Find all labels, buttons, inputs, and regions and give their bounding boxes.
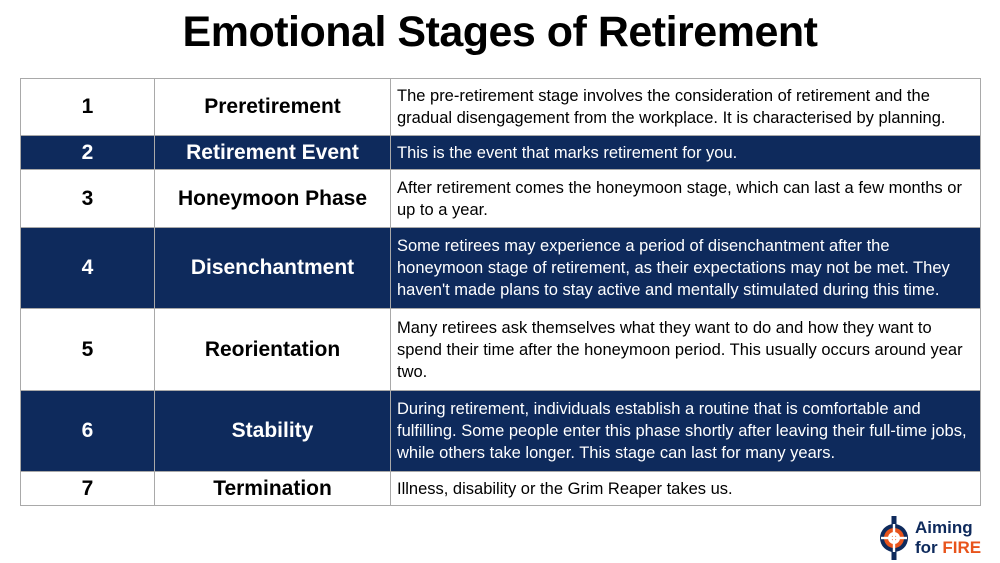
stage-description: During retirement, individuals establish a routine that is comfortable and fulfilling. Some people enter this phase shortly after leaving their full-time jobs, while others take longer. This stage can last for many years. (391, 391, 981, 472)
dollar-target-icon (877, 515, 911, 561)
table-row (21, 79, 981, 136)
stage-number: 3 (21, 170, 155, 228)
stage-name: Stability (155, 391, 391, 472)
table-row (21, 391, 981, 472)
logo-text-for: for (915, 538, 938, 557)
table-row (21, 472, 981, 506)
stage-name: Retirement Event (155, 136, 391, 170)
logo-text-line1: Aiming (915, 518, 973, 537)
stage-number: 1 (21, 79, 155, 136)
stage-description: Many retirees ask themselves what they want to do and how they want to spend their time after the honeymoon period. This usually occurs around year two. (391, 309, 981, 391)
stage-description: After retirement comes the honeymoon stage, which can last a few months or up to a year. (391, 170, 981, 228)
stage-name: Disenchantment (155, 228, 391, 309)
table-row (21, 309, 981, 391)
stages-table (20, 78, 981, 506)
stage-name: Honeymoon Phase (155, 170, 391, 228)
stage-number: 7 (21, 472, 155, 506)
table-row (21, 170, 981, 228)
table-row (21, 228, 981, 309)
stage-number: 4 (21, 228, 155, 309)
page-title: Emotional Stages of Retirement (182, 8, 818, 56)
stage-number: 6 (21, 391, 155, 472)
stage-number: 2 (21, 136, 155, 170)
stage-name: Preretirement (155, 79, 391, 136)
stage-number: 5 (21, 309, 155, 391)
logo-text-fire: FIRE (942, 538, 982, 557)
stage-name: Reorientation (155, 309, 391, 391)
table-row (21, 136, 981, 170)
stage-description: Some retirees may experience a period of disenchantment after the honeymoon stage of retirement, as their expectations may not be met. They haven't made plans to stay active and mentally stimulated during this time. (391, 228, 981, 309)
logo-text-line2 (915, 538, 981, 558)
stage-description: The pre-retirement stage involves the consideration of retirement and the gradual disengagement from the workplace. It is characterised by planning. (391, 79, 981, 136)
stage-description: Illness, disability or the Grim Reaper takes us. (391, 472, 981, 506)
stage-description: This is the event that marks retirement for you. (391, 136, 981, 170)
aiming-for-fire-logo (877, 515, 992, 561)
stage-name: Termination (155, 472, 391, 506)
